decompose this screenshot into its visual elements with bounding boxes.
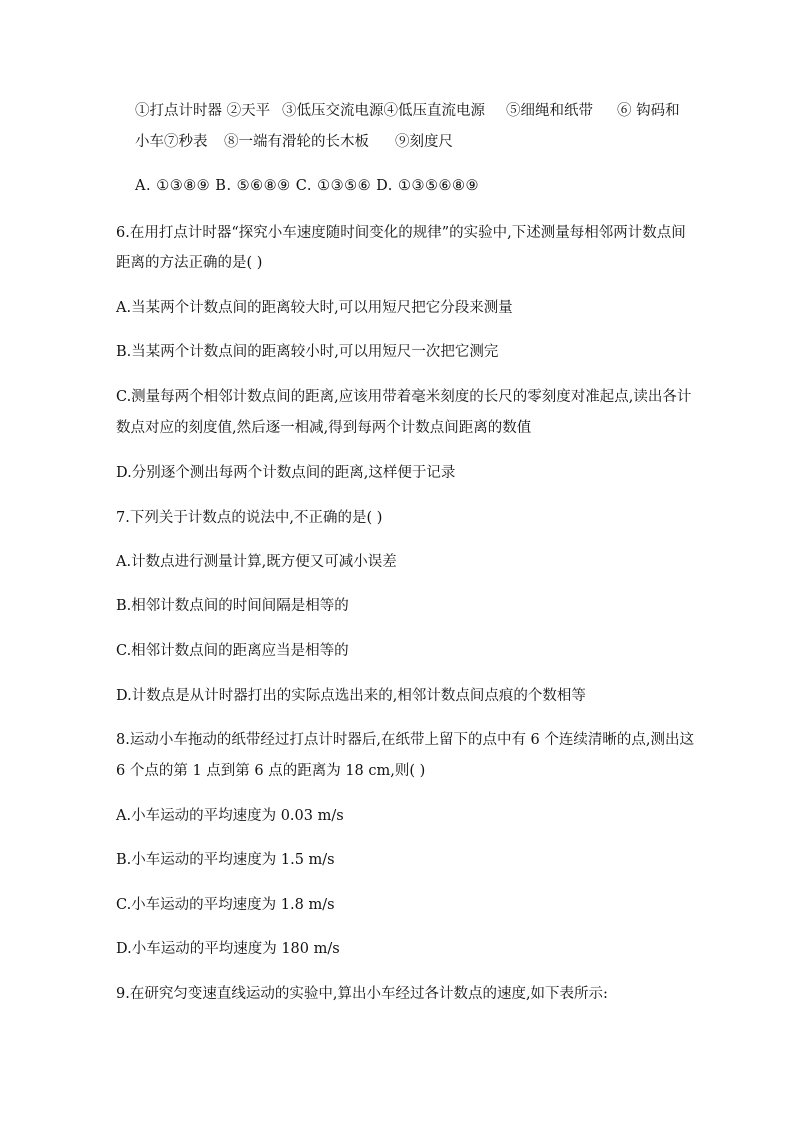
q8-option-b: B.小车运动的平均速度为 1.5 m/s — [116, 852, 335, 868]
q8-option-d: D.小车运动的平均速度为 180 m/s — [116, 941, 340, 957]
q7-option-b: B.相邻计数点间的时间间隔是相等的 — [116, 598, 349, 614]
q6-option-c-line1: C.测量每两个相邻计数点间的距离,应该用带着毫米刻度的长尺的零刻度对准起点,读出各计 — [116, 389, 692, 405]
q7-option-c: C.相邻计数点间的距离应当是相等的 — [116, 643, 349, 659]
q8-option-a: A.小车运动的平均速度为 0.03 m/s — [116, 808, 344, 824]
q9-stem: 9.在研究匀变速直线运动的实验中,算出小车经过各计数点的速度,如下表所示: — [116, 986, 608, 1002]
material-item-text: ⑥ 钩码和 — [617, 103, 680, 119]
material-item-text: 小车⑦秒表 — [135, 134, 208, 150]
q8-option-c: C.小车运动的平均速度为 1.8 m/s — [116, 897, 335, 913]
q7-option-d: D.计数点是从计时器打出的实际点选出来的,相邻计数点间点痕的个数相等 — [116, 688, 586, 704]
q6-option-a: A.当某两个计数点间的距离较大时,可以用短尺把它分段来测量 — [116, 300, 513, 316]
material-item-text: ③低压交流电源④低压直流电源 — [282, 103, 485, 119]
material-item-text: ⑤细绳和纸带 — [506, 103, 593, 119]
material-item-text: ⑨刻度尺 — [395, 134, 453, 150]
q5-options: A. ①③⑧⑨ B. ⑤⑥⑧⑨ C. ①③⑤⑥ D. ①③⑤⑥⑧⑨ — [135, 178, 479, 194]
q6-option-d: D.分别逐个测出每两个计数点间的距离,这样便于记录 — [116, 465, 456, 481]
q6-option-b: B.当某两个计数点间的距离较小时,可以用短尺一次把它测完 — [116, 344, 499, 360]
material-item-text: ①打点计时器 ②天平 — [135, 103, 271, 119]
q6-stem-line2: 距离的方法正确的是( ) — [116, 255, 263, 271]
q6-option-c-line2: 数点对应的刻度值,然后逐一相减,得到每两个计数点间距离的数值 — [116, 420, 532, 436]
q8-stem-line2: 6 个点的第 1 点到第 6 点的距离为 18 cm,则( ) — [116, 763, 426, 779]
q6-stem-line1: 6.在用打点计时器“探究小车速度随时间变化的规律”的实验中,下述测量每相邻两计数点间 — [116, 225, 686, 241]
material-item-text: ⑧一端有滑轮的长木板 — [224, 134, 369, 150]
q7-option-a: A.计数点进行测量计算,既方便又可减小误差 — [116, 554, 397, 570]
q8-stem-line1: 8.运动小车拖动的纸带经过打点计时器后,在纸带上留下的点中有 6 个连续清晰的点,测出这 — [116, 732, 694, 748]
q7-stem: 7.下列关于计数点的说法中,不正确的是( ) — [116, 510, 383, 526]
